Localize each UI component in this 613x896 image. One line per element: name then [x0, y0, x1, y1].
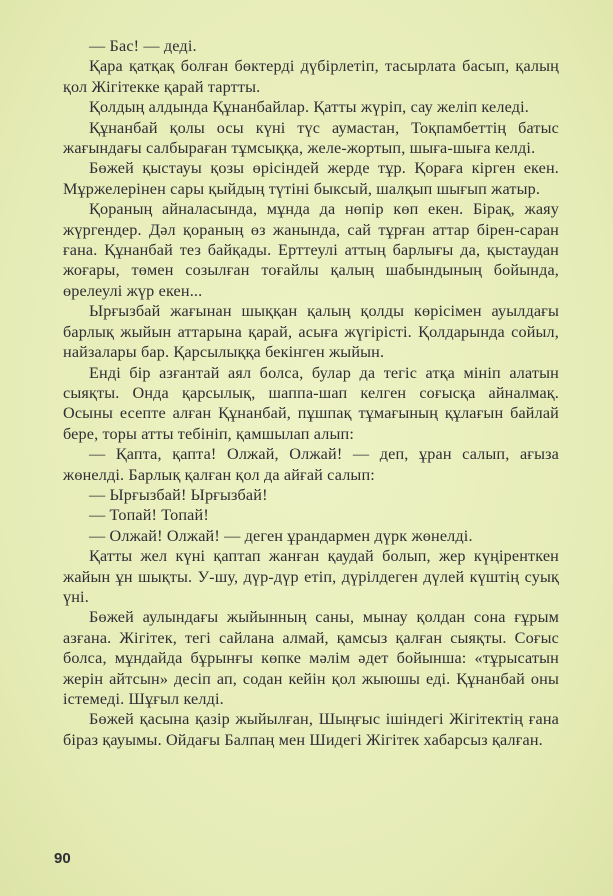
paragraph: Қатты жел күні қаптап жанған қаудай болып, жер күңіренткен жайын ұн шықты. У-шу, дүр-дүр етіп, дүрілдеген дүлей күштің суық үні. [63, 547, 559, 606]
paragraph: Енді бір азғантай аял болса, булар да тегіс атқа мініп алатын сыяқты. Онда қарсылық, шаппа-шап келген соғысқа айналмақ. Осыны есепте алған Құнанбай, пұшпақ тұмағының құлағын байлай бере, торы атты тебініп, қамшылап алып: [63, 363, 559, 443]
dialogue-line: — Топай! Топай! [89, 506, 209, 525]
paragraph: Қолдың алдында Құнанбайлар. Қатты жүріп, сау желіп келеді. [89, 98, 529, 117]
paragraph: Бөжей аулындағы жыйынның саны, мынау қолдан сона ғұрым азғана. Жігітек, тегі сайлана алмай, қамсыз қалған сыяқты. Соғыс болса, мұндайда бұрынғы көпке мәлім әдет бойынша: «тұрысатын жерін айтсын» десіп ап, содан кейін қол жыюшы еді. Құнанбай оны істемеді. Шұғыл келді. [63, 608, 559, 708]
paragraph: — Бас! — деді. [89, 37, 197, 55]
paragraph: Құнанбай қолы осы күні түс аумастан, Тоқпамбеттің батыс жағындағы салбыраған тұмсыққа, желе-жортып, шыға-шыға келді. [63, 118, 559, 158]
dialogue-line: — Қапта, қапта! Олжай, Олжай! — деп, ұран салып, ағыза жөнелді. Барлық қалған қол да айғай салып: [63, 445, 559, 484]
paragraph: Қораның айналасында, мұнда да нөпір көп екен. Бірақ, жаяу жүргендер. Дәл қораның өз жанында, сай тұрған аттар бірен-саран ғана. Құнанбай тез байқады. Ерттеулі аттың барлығы да, қыстаудан жоғары, төмен созылған тоғайлы қалың шабындының бойында, өрелеулі жүр екен... [63, 200, 559, 300]
paragraph: Ырғызбай жағынан шыққан қалың қолды көрісімен ауылдағы барлық жыйын аттарына қарай, асыға жүгірісті. Қолдарында сойыл, найзалары бар. Қарсылыққа бекінген жыйын. [63, 302, 559, 362]
dialogue-line: — Ырғызбай! Ырғызбай! [89, 485, 268, 504]
body-text [63, 36, 559, 750]
paragraph: Бөжей қыстауы қозы өрісіндей жерде тұр. Қораға кірген екен. Мұржелерінен сары қыйдың түтіні быксый, шалқып шығып жатыр. [63, 159, 559, 198]
dialogue-line: — Олжай! Олжай! — деген ұрандармен дүрк жөнелді. [89, 526, 473, 545]
paragraph: Қара қатқақ болған бөктерді дүбірлетіп, тасырлата басып, қалың қол Жігітекке қарай тартты. [63, 57, 559, 96]
page-number: 90 [54, 850, 71, 867]
paragraph: Бөжей қасына қазір жыйылған, Шыңғыс ішіндегі Жігітектің ғана біраз қауымы. Ойдағы Балпаң мен Шидегі Жігітек хабарсыз қалған. [63, 710, 559, 749]
